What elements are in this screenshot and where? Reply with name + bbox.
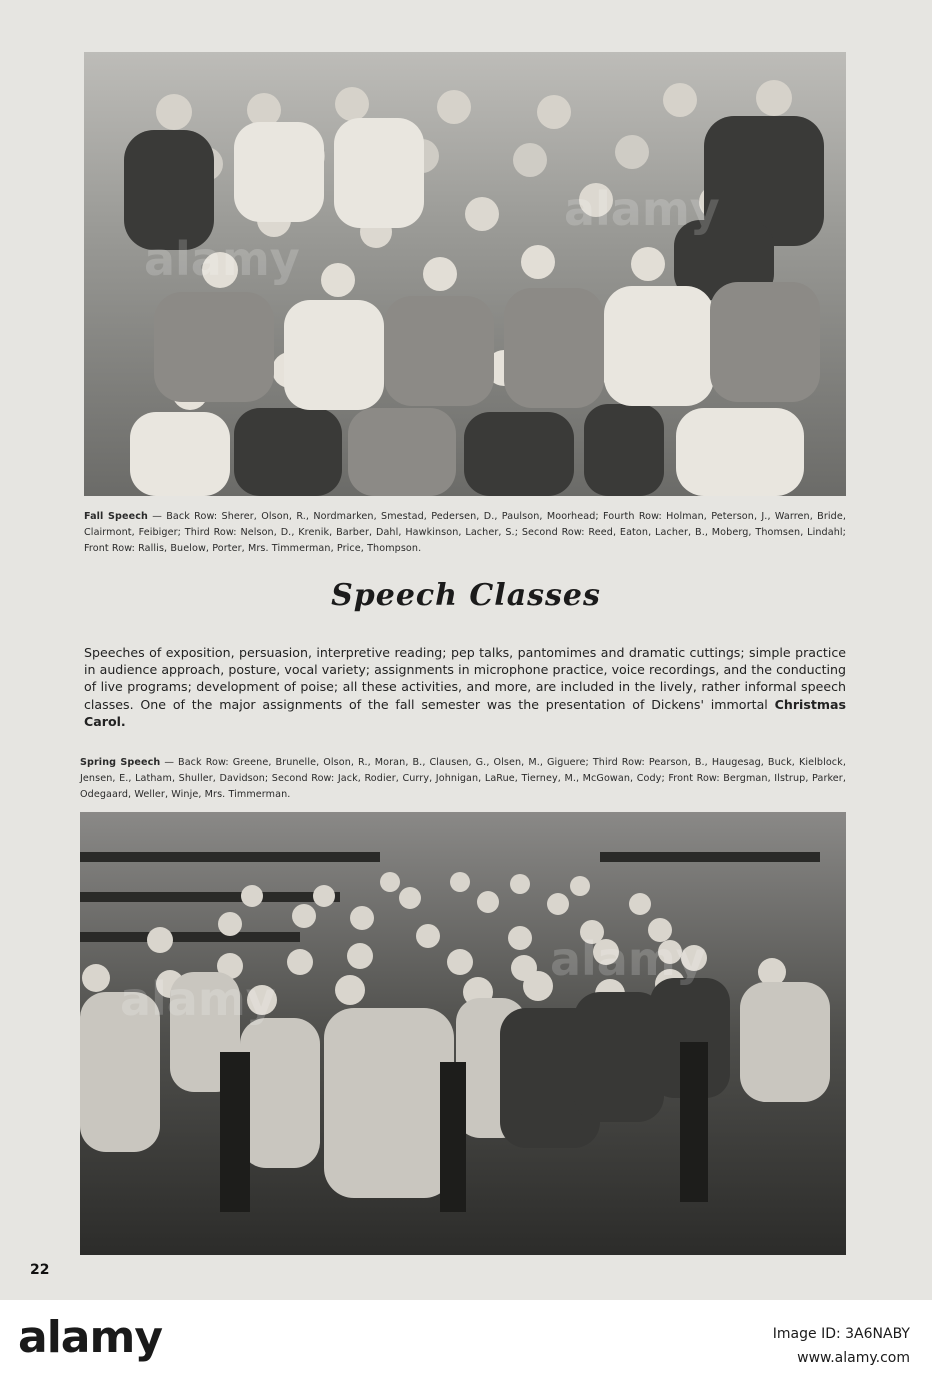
spring-speech-names: — Back Row: Greene, Brunelle, Olson, R., Moran, B., Clausen, G., Olsen, M., Giguere; Third Row: Pearson, B., Haugesag, Buck, Kielblock, Jensen, E., Latham, Shuller, Davidson; Second Row: Jack, Rodier, Curry, Johnigan, LaRue, Tierney, M., McGowan, Cody; Front Row: Bergman, Ilstrup, Parker, Odegaard, Weller, Winje, Mrs. Timmerman. — [80, 757, 846, 800]
page-title: Speech Classes — [331, 578, 601, 613]
spring-speech-label: Spring Speech — [80, 757, 161, 768]
fall-speech-group-photo — [84, 52, 846, 496]
watermark: alamy — [550, 932, 706, 986]
paragraph-emphasis: Christmas Carol. — [84, 696, 846, 729]
spring-speech-caption — [80, 755, 846, 803]
fall-speech-names: — Back Row: Sherer, Olson, R., Nordmarken, Smestad, Pedersen, D., Paulson, Moorhead; Fourth Row: Holman, Peterson, J., Warren, Bride, Clairmont, Feibiger; Third Row: Nelson, D., Krenik, Barber, Dahl, Hawkinson, Lacher, S.; Second Row: Reed, Eaton, Lacher, B., Moberg, Thomsen, Lindahl; Front Row: Rallis, Buelow, Porter, Mrs. Timmerman, Price, Thompson. — [84, 511, 847, 554]
page-number: 22 — [30, 1262, 50, 1278]
site-url[interactable]: www.alamy.com — [797, 1350, 910, 1366]
footer-info — [773, 1322, 910, 1370]
alamy-logo: alamy — [18, 1312, 162, 1363]
image-id: Image ID: 3A6NABY — [772, 1326, 910, 1342]
watermark: alamy — [564, 182, 720, 236]
paragraph-text: Speeches of exposition, persuasion, interpretive reading; pep talks, pantomimes and dramatic cuttings; simple practice in audience approach, posture, vocal variety; assignments in microphone practice, voice recordings, and the conducting of live programs; development of poise; all these activities, and more, are included in the lively, rather informal speech classes. One of the major assignments of the fall semester was the presentation of Dickens' immortal — [84, 645, 846, 712]
fall-photo-illustration — [84, 52, 846, 496]
spring-speech-group-photo — [80, 812, 846, 1255]
fall-speech-label: Fall Speech — [84, 511, 148, 522]
body-paragraph — [84, 644, 846, 730]
spring-photo-illustration — [80, 812, 846, 1255]
fall-speech-caption — [84, 509, 846, 557]
